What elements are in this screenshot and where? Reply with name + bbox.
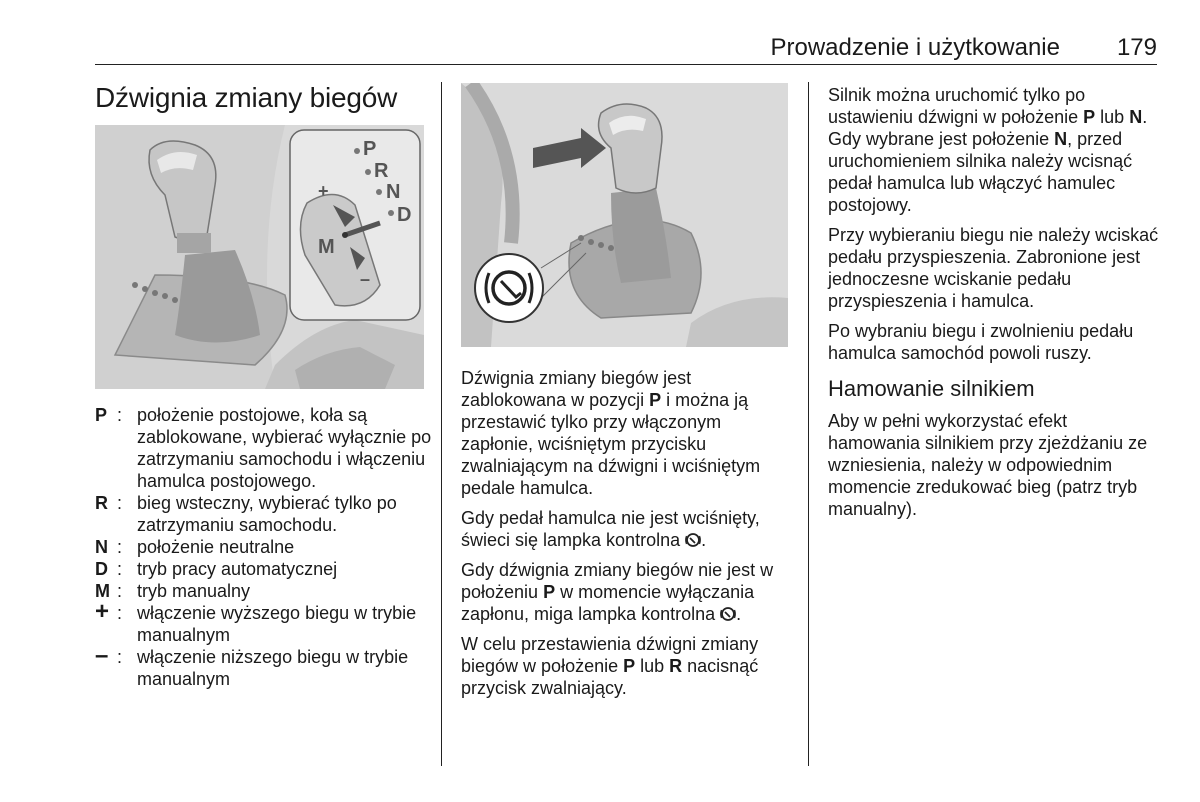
- middle-column-text: [461, 367, 796, 707]
- legend-text: położenie neutralne: [137, 537, 295, 557]
- legend-text: bieg wsteczny, wybierać tylko po zatrzymaniu samochodu.: [137, 493, 397, 535]
- legend-key: D: [95, 559, 108, 579]
- legend-key: R: [95, 493, 108, 513]
- paragraph: Aby w pełni wykorzystać efekt hamowania silnikiem przy zjeżdżaniu ze wzniesienia, należy w odpowiednim momencie zredukować bieg (patrz tryb manualny).: [828, 411, 1148, 519]
- legend-text: tryb pracy automatycznej: [137, 559, 338, 579]
- paragraph: Gdy dźwignia zmiany biegów nie jest w położeniu P w momencie wyłączania zapłonu, miga lampka kontrolna .: [461, 560, 774, 624]
- gear-lever-figure: [95, 125, 424, 389]
- minus-icon: –: [95, 642, 109, 669]
- paragraph: Silnik można uruchomić tylko po ustawieniu dźwigni w położenie P lub N. Gdy wybrane jest położenie N, przed uruchomieniem silnika należy wcisnąć pedał hamulca lub włączyć hamulec postojowy.: [828, 85, 1148, 215]
- diagram-letter-r: R: [374, 160, 389, 182]
- section-title: Dźwignia zmiany biegów: [95, 82, 398, 113]
- paragraph: Po wybraniu biegu i zwolnieniu pedału hamulca samochód powoli ruszy.: [828, 321, 1134, 363]
- paragraph: W celu przestawienia dźwigni zmiany biegów w położenie P lub R nacisnąć przycisk zwalniający.: [461, 634, 759, 698]
- column-divider-right: [808, 82, 809, 766]
- legend-item: P : położenie postojowe, koła są zablokowane, wybierać wyłącznie po zatrzymaniu samochodu i włączeniu hamulca postojowego.: [95, 404, 435, 492]
- legend-item: R : bieg wsteczny, wybierać tylko po zatrzymaniu samochodu.: [95, 492, 435, 536]
- gear-legend: [95, 404, 435, 690]
- header-rule: [95, 64, 1157, 65]
- legend-item: – : włączenie niższego biegu w trybie manualnym: [95, 646, 435, 690]
- paragraph: Gdy pedał hamulca nie jest wciśnięty, świeci się lampka kontrolna .: [461, 508, 760, 550]
- legend-item: + : włączenie wyższego biegu w trybie manualnym: [95, 602, 435, 646]
- svg-text:+: +: [318, 181, 329, 201]
- paragraph: Przy wybieraniu biegu nie należy wciskać pedału przyspieszenia. Zabronione jest jednoczesne wciskanie pedału przyspieszenia i hamulca.: [828, 225, 1159, 311]
- paragraph: Dźwignia zmiany biegów jest zablokowana w pozycji P i można ją przestawić tylko przy włączonym zapłonie, wciśniętym przycisku zwalniającym na dźwigni i wciśniętym pedale hamulca.: [461, 368, 761, 498]
- legend-text: położenie postojowe, koła są zablokowane, wybierać wyłącznie po zatrzymaniu samochodu i włączeniu hamulca postojowego.: [137, 405, 432, 491]
- legend-key: M: [95, 581, 110, 601]
- page-number: 179: [1116, 34, 1157, 61]
- legend-key: P: [95, 405, 108, 425]
- legend-item: D : tryb pracy automatycznej: [95, 558, 435, 580]
- diagram-letter-d: D: [397, 204, 412, 226]
- legend-text: tryb manualny: [137, 581, 251, 601]
- diagram-letter-n: N: [386, 181, 401, 203]
- plus-icon: +: [95, 598, 110, 625]
- running-header-title: Prowadzenie i użytkowanie: [770, 34, 1060, 61]
- brake-lamp-icon: [685, 532, 701, 548]
- diagram-letter-p: P: [363, 138, 377, 160]
- legend-item: N : położenie neutralne: [95, 536, 435, 558]
- diagram-letter-m: M: [318, 236, 335, 258]
- svg-text:–: –: [360, 269, 371, 289]
- brake-lamp-icon: [720, 606, 736, 622]
- right-column-text: [828, 84, 1163, 528]
- column-divider-left: [441, 82, 442, 766]
- brake-lamp-figure: [461, 83, 788, 347]
- legend-item: M : tryb manualny: [95, 580, 435, 602]
- legend-text: włączenie niższego biegu w trybie manualnym: [137, 647, 409, 689]
- legend-key: N: [95, 537, 108, 557]
- subheading-engine-braking: Hamowanie silnikiem: [828, 376, 1035, 401]
- legend-text: włączenie wyższego biegu w trybie manualnym: [137, 603, 417, 645]
